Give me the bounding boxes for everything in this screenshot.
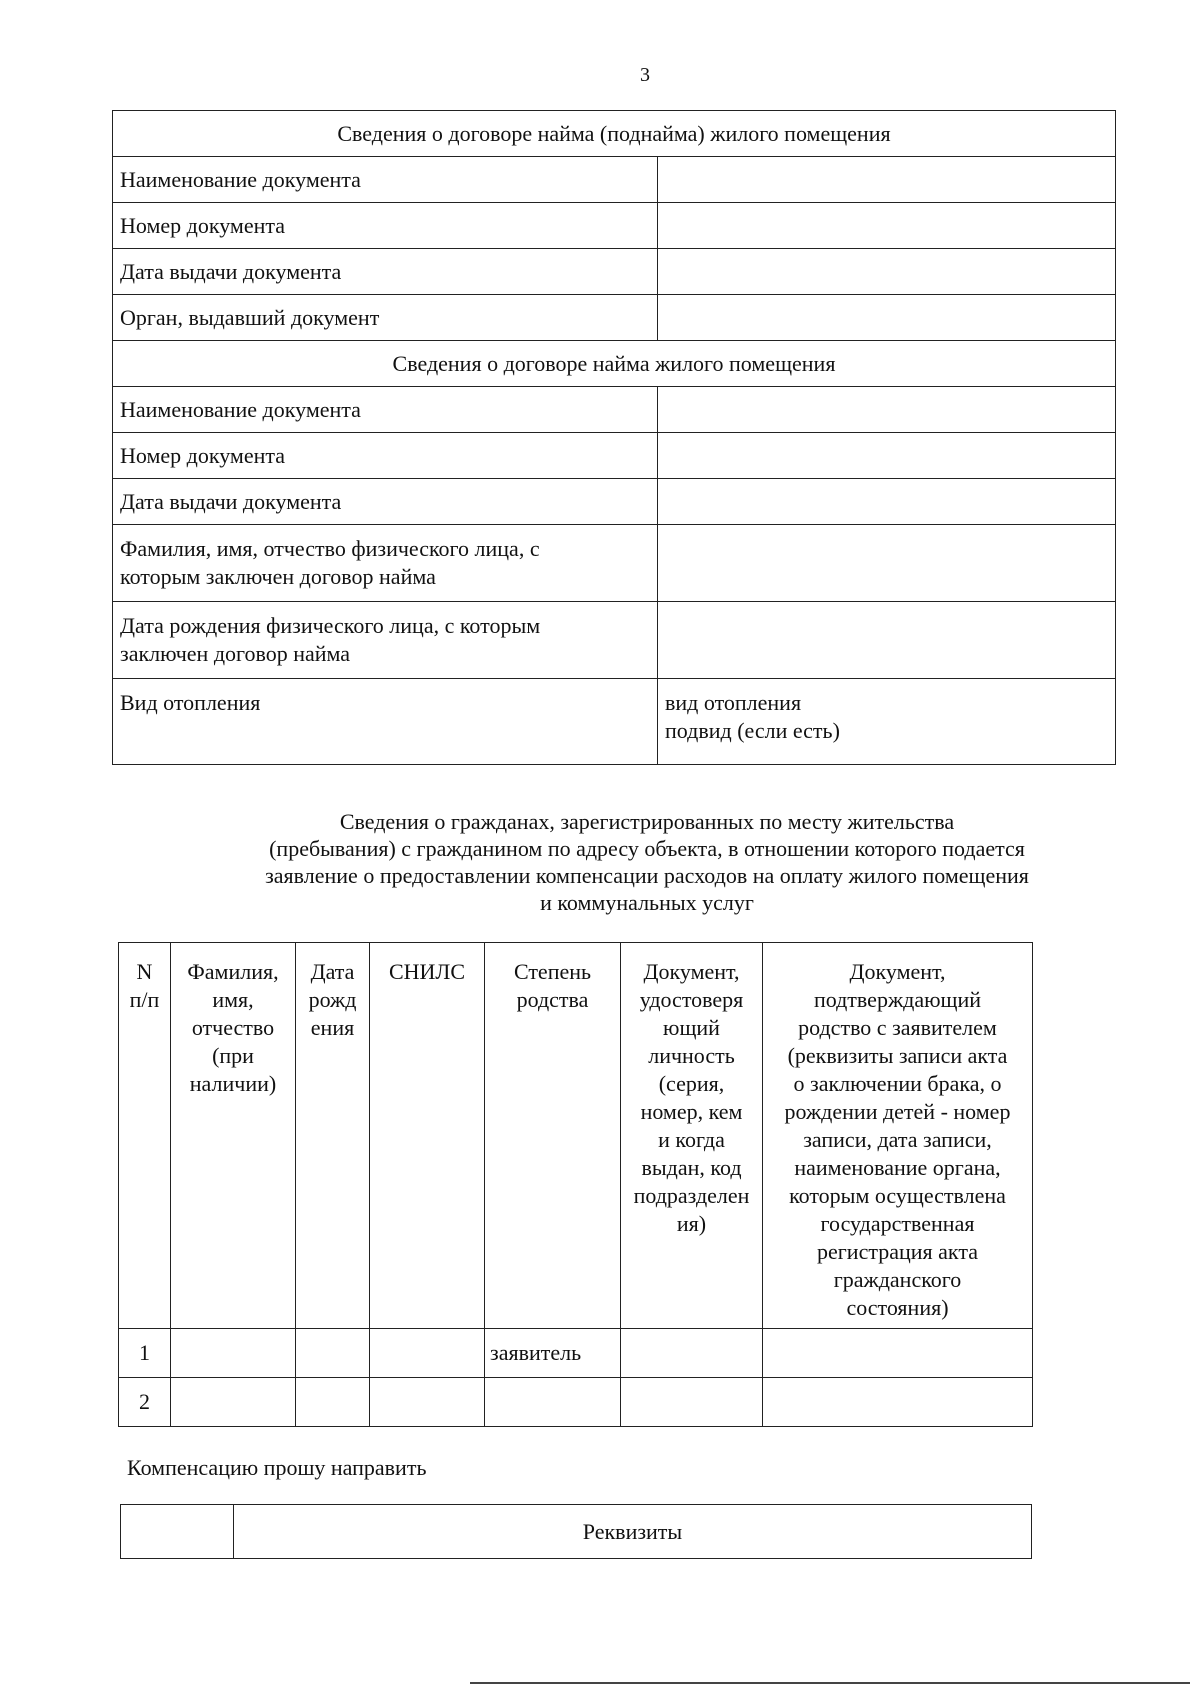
row-value xyxy=(658,249,1116,295)
header-line: п/п xyxy=(129,987,160,1012)
row-value xyxy=(658,479,1116,525)
header-line: выдан, код xyxy=(641,1155,742,1180)
citizens-table-body xyxy=(119,1329,1033,1427)
heading-line: заявление о предоставлении компенсации расходов на оплату жилого помещения xyxy=(265,863,1029,888)
label-line: Дата рождения физического лица, с которым xyxy=(120,613,541,638)
scan-edge-line xyxy=(470,1682,1190,1684)
header-line: (при xyxy=(212,1043,254,1068)
header-line: Степень xyxy=(513,959,592,984)
table-cell: заявитель xyxy=(485,1329,621,1378)
label-line: Фамилия, имя, отчество физического лица, с xyxy=(120,536,540,561)
table-cell xyxy=(485,1378,621,1427)
row-label: Орган, выдавший документ xyxy=(113,295,658,341)
row-label: Номер документа xyxy=(113,203,658,249)
row-value xyxy=(658,525,1116,602)
requisites-cell: Реквизиты xyxy=(234,1505,1032,1559)
row-label: Наименование документа xyxy=(113,157,658,203)
header-line: Фамилия, xyxy=(187,959,279,984)
column-header xyxy=(763,943,1033,1329)
heating-label: Вид отопления xyxy=(113,679,658,765)
row-label xyxy=(113,602,658,679)
heading-line: (пребывания) с гражданином по адресу объекта, в отношении которого подается xyxy=(269,836,1025,861)
section-title-sublease: Сведения о договоре найма (поднайма) жилого помещения xyxy=(113,111,1116,157)
column-header xyxy=(485,943,621,1329)
row-value xyxy=(658,203,1116,249)
header-line: которым осуществлена xyxy=(789,1183,1006,1208)
header-line: (реквизиты записи акта xyxy=(787,1043,1008,1068)
citizens-table-header xyxy=(119,943,1033,1329)
header-line: родство с заявителем xyxy=(798,1015,997,1040)
row-label xyxy=(113,525,658,602)
header-line: личность xyxy=(648,1043,735,1068)
header-line: N xyxy=(136,959,153,984)
row-label: Дата выдачи документа xyxy=(113,249,658,295)
heading-line: и коммунальных услуг xyxy=(540,890,754,915)
label-line: заключен договор найма xyxy=(120,641,351,666)
row-value xyxy=(658,387,1116,433)
header-line: номер, кем xyxy=(640,1099,743,1124)
header-line: наименование органа, xyxy=(794,1155,1001,1180)
header-line: о заключении брака, о xyxy=(793,1071,1002,1096)
column-header xyxy=(621,943,763,1329)
header-line: родства xyxy=(516,987,589,1012)
row-label: Номер документа xyxy=(113,433,658,479)
heading-line: Сведения о гражданах, зарегистрированных по месту жительства xyxy=(339,809,955,834)
page-number: 3 xyxy=(640,64,650,86)
payment-method-cell xyxy=(121,1505,234,1559)
column-header xyxy=(296,943,370,1329)
table-cell xyxy=(763,1329,1033,1378)
header-line: регистрация акта xyxy=(817,1239,978,1264)
table-cell xyxy=(763,1378,1033,1427)
row-value xyxy=(658,157,1116,203)
table-cell xyxy=(621,1329,763,1378)
table-row xyxy=(119,1378,1033,1427)
header-line: СНИЛС xyxy=(388,959,466,984)
citizens-table xyxy=(118,942,1033,1427)
row-label: Наименование документа xyxy=(113,387,658,433)
header-line: Документ, xyxy=(849,959,946,984)
table-cell xyxy=(171,1378,296,1427)
header-line: государственная xyxy=(820,1211,975,1236)
column-header xyxy=(119,943,171,1329)
row-label: Дата выдачи документа xyxy=(113,479,658,525)
label-line: которым заключен договор найма xyxy=(120,564,436,589)
header-line: и когда xyxy=(658,1127,725,1152)
header-line: удостоверя xyxy=(639,987,744,1012)
column-header xyxy=(370,943,485,1329)
table-row xyxy=(119,1329,1033,1378)
header-line: (серия, xyxy=(658,1071,725,1096)
row-value xyxy=(658,602,1116,679)
table-cell xyxy=(621,1378,763,1427)
table-cell: 2 xyxy=(119,1378,171,1427)
column-header xyxy=(171,943,296,1329)
section-title-lease: Сведения о договоре найма жилого помещения xyxy=(113,341,1116,387)
header-line: наличии) xyxy=(189,1071,277,1096)
compensation-label: Компенсацию прошу направить xyxy=(127,1455,427,1480)
header-line: подтверждающий xyxy=(813,987,982,1012)
header-line: рождении детей - номер xyxy=(784,1099,1011,1124)
header-line: имя, xyxy=(212,987,254,1012)
header-line: ия) xyxy=(676,1211,707,1236)
header-line: состояния) xyxy=(846,1295,949,1320)
payment-details-table xyxy=(120,1504,1032,1559)
row-value xyxy=(658,433,1116,479)
header-line: гражданского xyxy=(833,1267,962,1292)
table-cell xyxy=(171,1329,296,1378)
table-cell xyxy=(296,1329,370,1378)
table-cell xyxy=(370,1378,485,1427)
header-line: подразделен xyxy=(633,1183,750,1208)
header-line: записи, дата записи, xyxy=(803,1127,992,1152)
row-value xyxy=(658,295,1116,341)
header-line: рожд xyxy=(308,987,357,1012)
lease-info-table xyxy=(112,110,1116,765)
header-line: ения xyxy=(310,1015,355,1040)
header-line: Дата xyxy=(310,959,355,984)
table-cell: 1 xyxy=(119,1329,171,1378)
heating-type: вид отопления xyxy=(665,690,802,715)
heating-subtype: подвид (если есть) xyxy=(665,718,840,743)
table-cell xyxy=(296,1378,370,1427)
header-line: Документ, xyxy=(643,959,740,984)
heating-value xyxy=(658,679,1116,765)
header-line: ющий xyxy=(663,1015,720,1040)
table-cell xyxy=(370,1329,485,1378)
header-line: отчество xyxy=(191,1015,275,1040)
citizens-heading xyxy=(212,808,1082,916)
